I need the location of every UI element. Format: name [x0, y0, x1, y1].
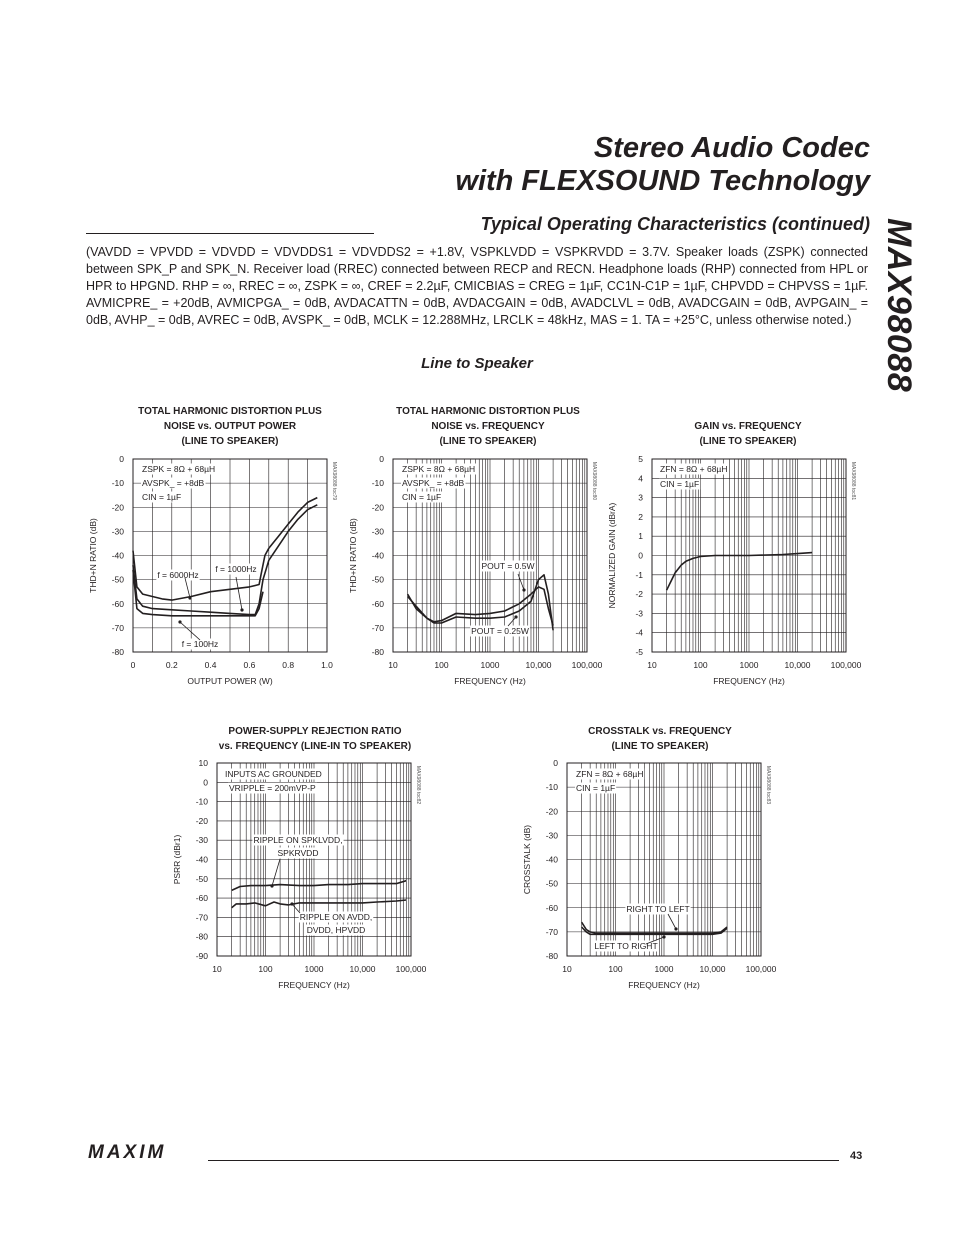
x-tick-label: 10	[562, 964, 572, 974]
chart-title-line: (LINE TO SPEAKER)	[699, 436, 797, 447]
y-tick-label: -70	[545, 926, 558, 937]
x-tick-label: 10,000	[784, 660, 811, 670]
figure-code-label: MAX98088 toc81	[850, 461, 856, 501]
chart-title-line: NOISE vs. FREQUENCY	[431, 421, 545, 432]
annotation-arrow	[272, 859, 280, 886]
chart-psrr-vs-freq	[172, 758, 427, 990]
x-tick-label: 100,000	[745, 964, 777, 974]
annotation-label: CIN = 1µF	[142, 492, 182, 502]
x-tick-label: 0.2	[165, 660, 178, 670]
x-tick-label: 10	[212, 964, 222, 974]
annotation-label: CIN = 1µF	[660, 479, 700, 489]
y-tick-label: 0	[203, 777, 208, 788]
x-axis-label: FREQUENCY (Hz)	[713, 676, 785, 686]
y-tick-label: -50	[111, 574, 124, 585]
y-tick-label: -20	[195, 815, 208, 826]
annotation-arrow-head	[270, 884, 273, 887]
x-axis-label: FREQUENCY (Hz)	[278, 980, 350, 990]
y-axis-label: CROSSTALK (dB)	[522, 824, 532, 895]
y-tick-label: -40	[195, 854, 208, 865]
figure-code-label: MAX98088 toc82	[415, 765, 421, 805]
y-tick-label: -40	[545, 854, 558, 865]
chart-crosstalk-vs-freq	[522, 758, 777, 990]
y-tick-label: -60	[195, 893, 208, 904]
y-tick-label: 4	[638, 473, 643, 484]
annotation-arrow	[180, 622, 200, 640]
y-axis-label: THD+N RATIO (dB)	[348, 518, 358, 593]
annotation-label: POUT = 0.5W	[481, 561, 535, 571]
y-tick-label: 0	[638, 550, 643, 561]
section-title: Typical Operating Characteristics (continued)	[480, 214, 870, 234]
annotation-label: RIPPLE ON SPKLVDD,	[253, 835, 343, 845]
part-number-label: MAX98088	[880, 218, 918, 393]
annotation-label: f = 100Hz	[181, 639, 219, 649]
subsection-heading: Line to Speaker	[421, 355, 533, 372]
y-tick-label: -10	[545, 782, 558, 793]
y-tick-label: -70	[371, 622, 384, 633]
y-tick-label: -80	[545, 951, 558, 961]
y-tick-label: -40	[371, 550, 384, 561]
y-tick-label: -60	[111, 598, 124, 609]
y-tick-label: 5	[638, 454, 643, 464]
y-tick-label: -80	[371, 647, 384, 657]
x-tick-label: 10,000	[349, 964, 376, 974]
y-tick-label: -40	[111, 550, 124, 561]
chart-title-line: vs. FREQUENCY (LINE-IN TO SPEAKER)	[218, 741, 412, 752]
title-line-1: Stereo Audio Codec	[593, 132, 870, 164]
annotation-label: AVSPK_ = +8dB	[142, 478, 205, 488]
annotation-label: LEFT TO RIGHT	[594, 941, 658, 951]
annotation-arrow	[668, 914, 676, 929]
x-tick-label: 0	[130, 660, 136, 670]
y-tick-label: 10	[198, 758, 208, 768]
annotation-arrow	[292, 904, 300, 913]
x-tick-label: 0.8	[282, 660, 295, 670]
y-tick-label: 3	[638, 492, 643, 503]
x-axis-label: FREQUENCY (Hz)	[628, 980, 700, 990]
x-tick-label: 1000	[480, 660, 500, 670]
x-axis-label: FREQUENCY (Hz)	[454, 676, 526, 686]
annotation-arrow	[236, 577, 242, 610]
y-tick-label: -20	[545, 806, 558, 817]
annotation-label: RIGHT TO LEFT	[626, 904, 690, 914]
y-tick-label: -10	[195, 796, 208, 807]
figure-code-label: MAX98088 toc80	[591, 461, 597, 501]
x-tick-label: 10,000	[525, 660, 552, 670]
y-tick-label: -30	[111, 526, 124, 537]
x-tick-label: 1000	[304, 964, 324, 974]
y-axis-label: PSRR (dBr1)	[172, 834, 182, 885]
x-tick-label: 100	[608, 964, 623, 974]
y-tick-label: -5	[635, 647, 643, 657]
y-tick-label: -3	[635, 608, 643, 619]
annotation-arrow-head	[188, 596, 191, 599]
y-axis-label: THD+N RATIO (dB)	[88, 518, 98, 593]
y-tick-label: 1	[638, 531, 643, 542]
footer-rule	[208, 1160, 839, 1161]
annotation-label: VRIPPLE = 200mVP-P	[229, 783, 316, 793]
y-tick-label: -80	[111, 647, 124, 657]
annotation-label: ZFN = 8Ω + 68µH	[660, 464, 728, 474]
x-tick-label: 100	[258, 964, 273, 974]
annotation-label: RIPPLE ON AVDD,	[299, 912, 373, 922]
maxim-logo-mark	[88, 1144, 202, 1160]
annotation-label: ZSPK = 8Ω + 68µH	[142, 464, 216, 474]
chart-title-line: TOTAL HARMONIC DISTORTION PLUS	[138, 406, 322, 417]
x-tick-label: 0.6	[243, 660, 256, 670]
y-tick-label: 0	[553, 758, 558, 768]
annotation-label: DVDD, HPVDD	[306, 925, 366, 935]
logo-text: MAXIM	[88, 1144, 167, 1160]
annotation-arrow	[508, 617, 516, 626]
y-tick-label: -50	[195, 873, 208, 884]
annotation-label: f = 1000Hz	[215, 564, 257, 574]
annotation-label: AVSPK_ = +8dB	[402, 478, 465, 488]
x-tick-label: 0.4	[204, 660, 217, 670]
annotation-label: INPUTS AC GROUNDED	[225, 769, 322, 779]
x-tick-label: 10	[647, 660, 657, 670]
x-axis-label: OUTPUT POWER (W)	[187, 676, 273, 686]
annotation-arrow-head	[240, 608, 243, 611]
annotation-arrow-head	[514, 615, 517, 618]
y-tick-label: -50	[371, 574, 384, 585]
chart-title-line: TOTAL HARMONIC DISTORTION PLUS	[396, 406, 580, 417]
y-tick-label: -10	[371, 478, 384, 489]
y-tick-label: -30	[195, 835, 208, 846]
y-tick-label: -70	[111, 622, 124, 633]
title-line-2: with FLEXSOUND Technology	[455, 165, 870, 197]
page-number: 43	[850, 1150, 863, 1162]
chart-title-line: (LINE TO SPEAKER)	[439, 436, 537, 447]
y-tick-label: -80	[195, 931, 208, 942]
annotation-label: f = 6000Hz	[157, 570, 199, 580]
annotation-label: POUT = 0.25W	[471, 626, 529, 636]
annotation-arrow-head	[290, 902, 293, 905]
y-tick-label: -60	[545, 902, 558, 913]
x-tick-label: 10,000	[699, 964, 726, 974]
annotation-label: CIN = 1µF	[576, 783, 616, 793]
annotation-label: ZFN = 8Ω + 68µH	[576, 769, 644, 779]
y-tick-label: -50	[545, 878, 558, 889]
chart-thdn-vs-freq	[348, 454, 603, 686]
x-tick-label: 100,000	[395, 964, 427, 974]
annotation-label: ZSPK = 8Ω + 68µH	[402, 464, 476, 474]
y-tick-label: -2	[635, 589, 643, 600]
y-tick-label: -1	[635, 569, 643, 580]
x-tick-label: 100,000	[830, 660, 862, 670]
y-tick-label: 2	[638, 511, 643, 522]
chart-title-line: (LINE TO SPEAKER)	[181, 436, 279, 447]
chart-thdn-vs-power	[88, 454, 337, 686]
annotation-arrow-head	[662, 935, 665, 938]
test-conditions: (VAVDD = VPVDD = VDVDD = VDVDDS1 = VDVDDS2 = +1.8V, VSPKLVDD = VSPKRVDD = 3.7V. Speaker loads (ZSPK) connected between SPK_P and SPK_N. Receiver load (RREC) connected between RECP and RECN. Headphone loads (RHP) connected from HPL or HPR to HPGND. RHP = ∞, RREC = ∞, ZSPK = ∞, CREF = 2.2µF, CMICBIAS = CREG = 1µF, CC1N-C1P = 1µF, CHPVDD = CHPVSS = 1µF. AVMICPRE_ = +20dB, AVMICPGA_ = 0dB, AVDACATTN = 0dB, AVDACGAIN = 0dB, AVADCLVL = 0dB, AVADCGAIN = 0dB, AVPGAIN_ = 0dB, AVHP_ = 0dB, AVREC = 0dB, AVSPK_ = 0dB, MCLK = 12.288MHz, LRCLK = 48kHz, MAS = 1. TA = +25°C, unless otherwise noted.)	[86, 245, 868, 327]
annotation-arrow-head	[178, 620, 181, 623]
y-tick-label: -20	[111, 502, 124, 513]
chart-title-line: GAIN vs. FREQUENCY	[694, 421, 802, 432]
x-tick-label: 100	[693, 660, 708, 670]
chart-title-line: CROSSTALK vs. FREQUENCY	[588, 726, 732, 737]
chart-title-line: NOISE vs. OUTPUT POWER	[163, 421, 297, 432]
y-tick-label: -30	[371, 526, 384, 537]
y-tick-label: 0	[379, 454, 384, 464]
maxim-logo	[88, 1144, 202, 1165]
y-tick-label: -30	[545, 830, 558, 841]
x-tick-label: 1000	[739, 660, 759, 670]
x-tick-label: 100	[434, 660, 449, 670]
series-line-0	[133, 498, 317, 600]
annotation-arrow-head	[674, 927, 677, 930]
chart-title-line: (LINE TO SPEAKER)	[611, 741, 709, 752]
x-tick-label: 1.0	[321, 660, 333, 670]
y-tick-label: -70	[195, 912, 208, 923]
y-tick-label: 0	[119, 454, 124, 464]
y-tick-label: -10	[111, 478, 124, 489]
figure-code-label: MAX98088 toc79	[331, 461, 337, 501]
annotation-label: CIN = 1µF	[402, 492, 442, 502]
annotation-label: SPKRVDD	[277, 848, 319, 858]
figure-code-label: MAX98088 toc83	[765, 765, 771, 805]
annotation-arrow-head	[522, 588, 525, 591]
y-tick-label: -4	[635, 627, 643, 638]
y-tick-label: -90	[195, 951, 208, 961]
annotation-arrow	[185, 578, 190, 598]
x-tick-label: 100,000	[571, 660, 603, 670]
y-tick-label: -20	[371, 502, 384, 513]
y-axis-label: NORMALIZED GAIN (dBrA)	[607, 502, 617, 609]
chart-gain-vs-freq	[607, 454, 862, 686]
x-tick-label: 1000	[654, 964, 674, 974]
y-tick-label: -60	[371, 598, 384, 609]
chart-title-line: POWER-SUPPLY REJECTION RATIO	[228, 726, 402, 737]
x-tick-label: 10	[388, 660, 398, 670]
